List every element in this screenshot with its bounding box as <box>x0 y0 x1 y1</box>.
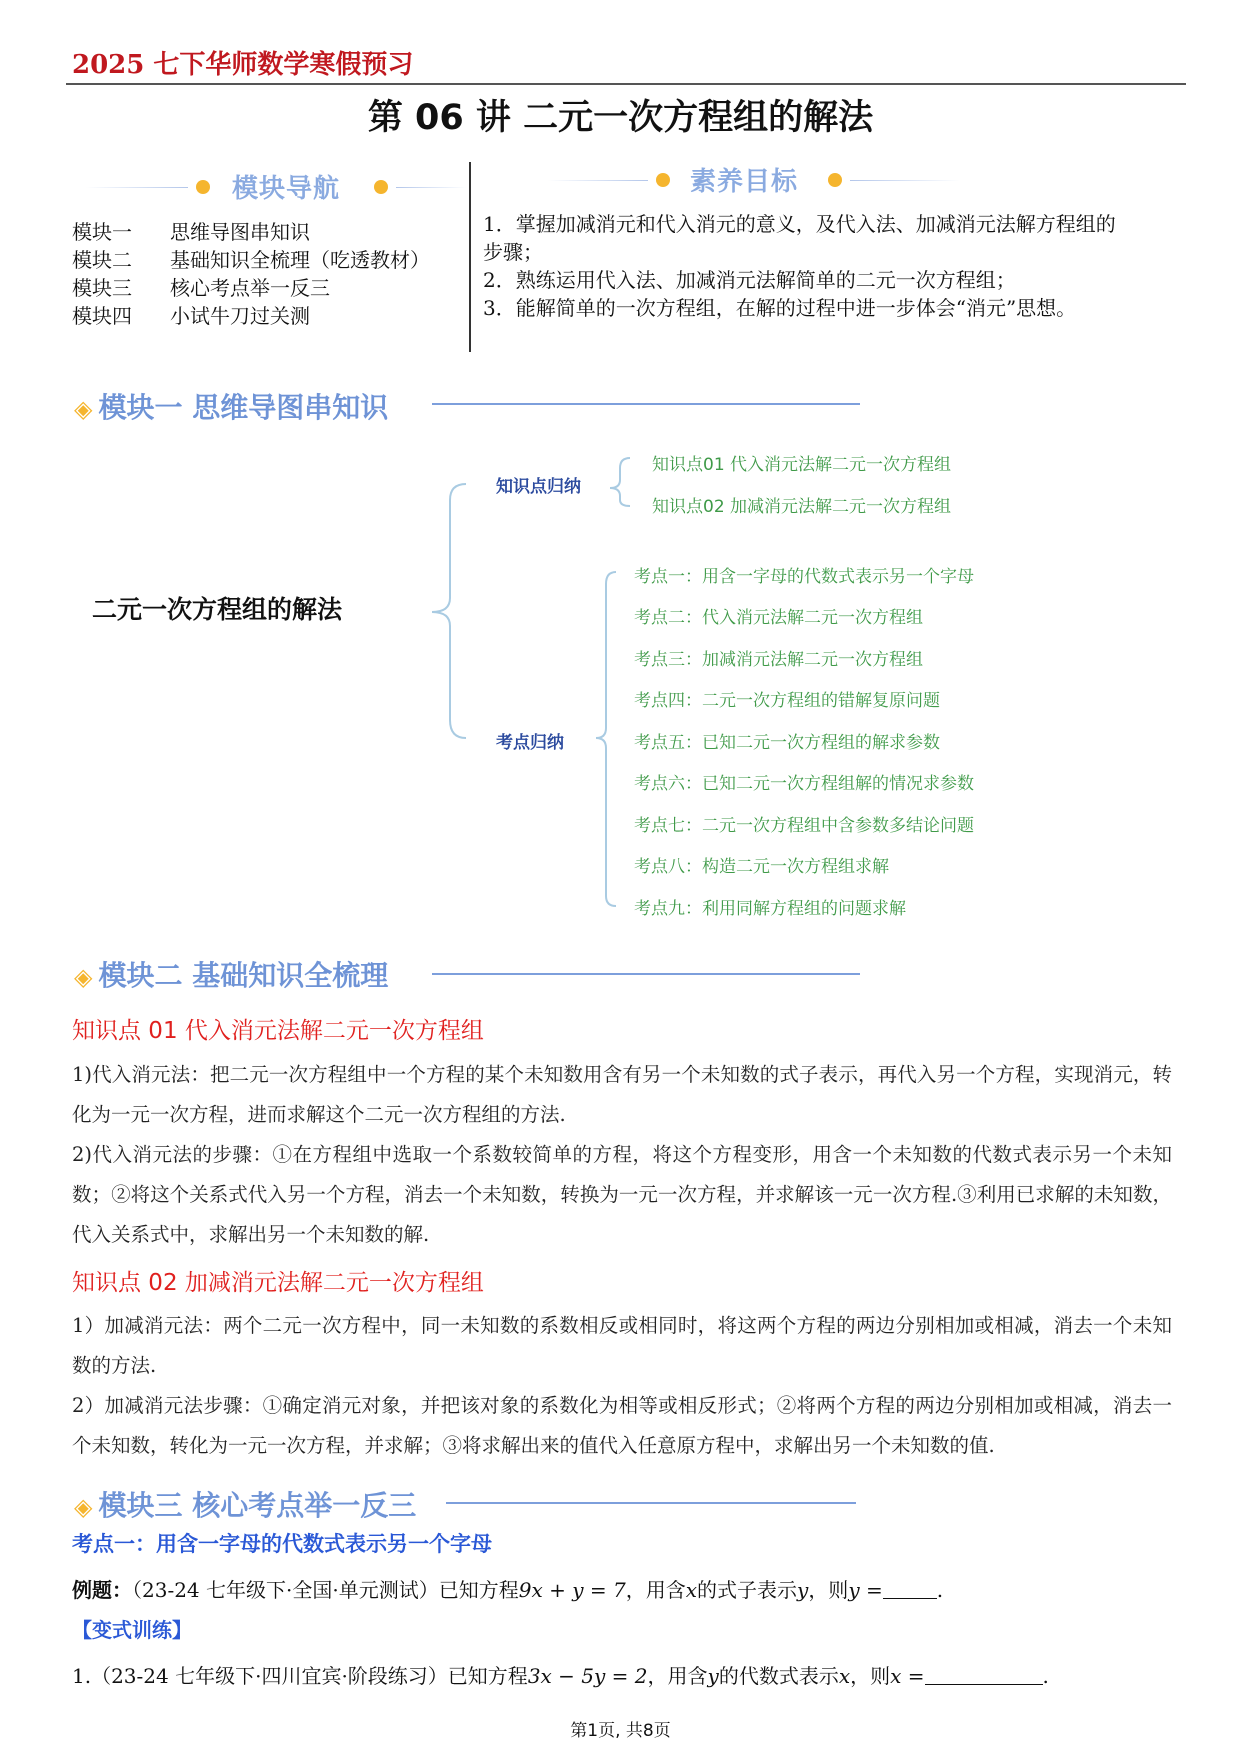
mindmap-exam-item: 考点七：二元一次方程组中含参数多结论问题 <box>634 816 974 836</box>
knowledge-point-02-p2: 2）加减消元法步骤：①确定消元对象，并把该对象的系数化为相等或相反形式；②将两个方程的两边分别相加或相减，消去一个未知数，转化为一元一次方程，并求解；③将求解出来的值代入任意原方程中，求解出另一个未知数的值. <box>72 1394 1172 1457</box>
double-chevron-icon: ◈ <box>74 1493 93 1521</box>
knowledge-point-01-p1: 1)代入消元法：把二元一次方程组中一个方程的某个未知数用含有另一个未知数的式子表示，再代入另一个方程，实现消元，转化为一元一次方程，进而求解这个二元一次方程组的方法. <box>72 1063 1172 1126</box>
goal-1: 1．掌握加减消元和代入消元的意义，及代入法、加减消元法解方程组的步骤； <box>483 212 1116 264</box>
module3-heading-line <box>446 1502 856 1504</box>
exam-point-1-title: 考点一：用含一字母的代数式表示另一个字母 <box>72 1532 492 1556</box>
goals-heading: 素养目标 <box>690 167 799 197</box>
module2-heading-line <box>432 973 860 975</box>
knowledge-point-01-p2: 2)代入消元法的步骤：①在方程组中选取一个系数较简单的方程，将这个方程变形，用含一个未知数的代数式表示另一个未知数；②将这个关系式代入另一个方程，消去一个未知数，转换为一元一次方程，并求解该一元一次方程.③利用已求解的未知数，代入关系式中，求解出另一个未知数的解. <box>72 1143 1172 1246</box>
nav-item-3: 模块三 核心考点举一反三 <box>72 276 330 300</box>
nav-item-2: 模块二 基础知识全梳理（吃透教材） <box>72 248 430 272</box>
mindmap-branch-knowledge: 知识点归纳 <box>496 477 581 497</box>
answer-blank[interactable] <box>925 1665 1043 1685</box>
variant-training-label: 【变式训练】 <box>72 1618 192 1642</box>
page-title: 第 06 讲 二元一次方程组的解法 <box>367 98 874 138</box>
knowledge-point-02-p1: 1）加减消元法：两个二元一次方程中，同一未知数的系数相反或相同时，将这两个方程的两边分别相加或相减，消去一个未知数的方法. <box>72 1314 1172 1377</box>
nav-heading: 模块导航 <box>232 174 341 204</box>
mindmap-exam-item: 考点五：已知二元一次方程组的解求参数 <box>634 733 940 753</box>
module3-heading: ◈ 模块三 核心考点举一反三 <box>74 1489 417 1522</box>
mindmap-center: 二元一次方程组的解法 <box>92 595 343 624</box>
knowledge-point-01-title: 知识点 01 代入消元法解二元一次方程组 <box>72 1018 484 1044</box>
goal-2: 2．熟练运用代入法、加减消元法解简单的二元一次方程组； <box>483 268 1016 292</box>
nav-item-1: 模块一 思维导图串知识 <box>72 220 310 244</box>
double-chevron-icon: ◈ <box>74 963 93 991</box>
knowledge-brace <box>610 458 630 506</box>
series-title: 2025 七下华师数学寒假预习 <box>72 50 414 80</box>
mindmap-exam-item: 考点八：构造二元一次方程组求解 <box>634 857 889 877</box>
mindmap-exam-item: 考点一：用含一字母的代数式表示另一个字母 <box>634 567 974 587</box>
mindmap-exam-item: 考点九：利用同解方程组的问题求解 <box>634 899 906 919</box>
answer-blank[interactable] <box>883 1579 937 1599</box>
double-chevron-icon: ◈ <box>74 395 93 423</box>
knowledge-point-02-title: 知识点 02 加减消元法解二元一次方程组 <box>72 1270 484 1296</box>
main-brace <box>432 484 466 738</box>
mindmap-exam-item: 考点二：代入消元法解二元一次方程组 <box>634 608 923 628</box>
mindmap-branch-exam: 考点归纳 <box>496 733 564 753</box>
mindmap-knowledge-item: 知识点01 代入消元法解二元一次方程组 <box>652 455 952 475</box>
module1-heading: ◈ 模块一 思维导图串知识 <box>74 391 389 424</box>
mindmap-knowledge-item: 知识点02 加减消元法解二元一次方程组 <box>652 497 952 517</box>
variant-question-1: 1.（23-24 七年级下·四川宜宾·阶段练习）已知方程3x − 5y = 2，用含y的代数式表示x，则x = . <box>72 1664 1049 1688</box>
module2-heading: ◈ 模块二 基础知识全梳理 <box>74 959 389 992</box>
mindmap-exam-item: 考点三：加减消元法解二元一次方程组 <box>634 650 923 670</box>
page-number: 第1页, 共8页 <box>570 1721 671 1741</box>
mindmap-exam-item: 考点四：二元一次方程组的错解复原问题 <box>634 691 940 711</box>
example-question: 例题：（23-24 七年级下·全国·单元测试）已知方程9x + y = 7，用含x的式子表示y，则y = . <box>72 1578 944 1602</box>
exam-brace <box>596 572 616 906</box>
nav-item-4: 模块四 小试牛刀过关测 <box>72 304 310 328</box>
mindmap-exam-item: 考点六：已知二元一次方程组解的情况求参数 <box>634 774 974 794</box>
goal-3: 3．能解简单的一次方程组，在解的过程中进一步体会“消元”思想。 <box>483 296 1077 320</box>
